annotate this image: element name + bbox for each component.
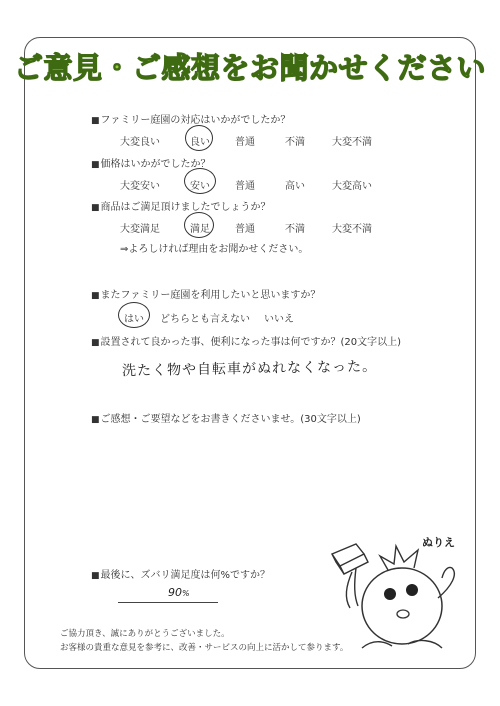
q7-answer-underline xyxy=(118,602,218,603)
q4-option-3: いいえ xyxy=(264,314,294,325)
q7-handwritten-answer: 90% xyxy=(168,586,190,599)
q2-option-1: 大変安い xyxy=(120,181,160,192)
q3-option-4: 不満 xyxy=(285,224,305,235)
question-6-label: ■ ご感想・ご要望などをお書きくださいませ。(30文字以上) xyxy=(91,410,361,425)
mascot-mouth xyxy=(397,610,409,618)
mascot-illustration xyxy=(318,528,470,668)
question-5-label: ■ 設置されて良かった事、便利になった事は何ですか？(20文字以上) xyxy=(91,333,401,348)
q1-option-1: 大変良い xyxy=(120,137,160,148)
q3-option-5: 大変不満 xyxy=(332,224,372,235)
footer-thanks: ご協力頂き、誠にありがとうございました。 xyxy=(60,629,230,639)
q1-selection-circle xyxy=(185,125,213,151)
q1-option-2: 良い xyxy=(190,137,210,148)
q4-option-2: どちらとも言えない xyxy=(160,314,250,325)
q4-selection-circle xyxy=(118,302,150,328)
q3-option-1: 大変満足 xyxy=(120,224,160,235)
q1-option-3: 普通 xyxy=(235,137,255,148)
question-3-label: ■ 商品はご満足頂けましたでしょうか？ xyxy=(91,198,271,213)
q2-option-4: 高い xyxy=(285,181,305,192)
question-2-label: ■ 価格はいかがでしたか？ xyxy=(91,155,211,170)
mascot-eye-left xyxy=(384,588,396,600)
question-1-label: ■ ファミリー庭園の対応はいかがでしたか？ xyxy=(91,111,290,126)
mascot-eye-right xyxy=(406,584,418,596)
q3-selection-circle xyxy=(184,212,214,238)
q2-selection-circle xyxy=(184,168,216,194)
q1-option-4: 不満 xyxy=(285,137,305,148)
q2-option-2: 安い xyxy=(190,181,210,192)
q1-option-5: 大変不満 xyxy=(332,137,372,148)
bag-icon xyxy=(332,544,368,574)
q3-option-3: 普通 xyxy=(235,224,255,235)
mascot-label: ぬりえ xyxy=(422,536,455,549)
mascot-hair xyxy=(380,546,418,570)
mascot-left-arm xyxy=(346,572,352,608)
q3-reason-note: ⇒よろしければ理由をお聞かせください。 xyxy=(120,244,309,255)
question-7-label: ■ 最後に、ズバリ満足度は何%ですか？ xyxy=(91,566,270,581)
survey-title: ご意見・ご感想をお聞かせください xyxy=(13,51,486,85)
q2-option-5: 大変高い xyxy=(332,181,372,192)
q2-option-3: 普通 xyxy=(235,181,255,192)
question-4-label: ■ またファミリー庭園を利用したいと思いますか？ xyxy=(91,286,320,301)
mascot-body xyxy=(362,568,442,644)
q3-option-2: 満足 xyxy=(190,224,210,235)
footer-note: お客様の貴重な意見を参考に、改善・サービスの向上に活かして参ります。 xyxy=(60,643,349,653)
q4-option-1: はい xyxy=(124,314,144,325)
q5-handwritten-answer: 洗たく物や自転車がぬれなくなった。 xyxy=(121,358,378,380)
